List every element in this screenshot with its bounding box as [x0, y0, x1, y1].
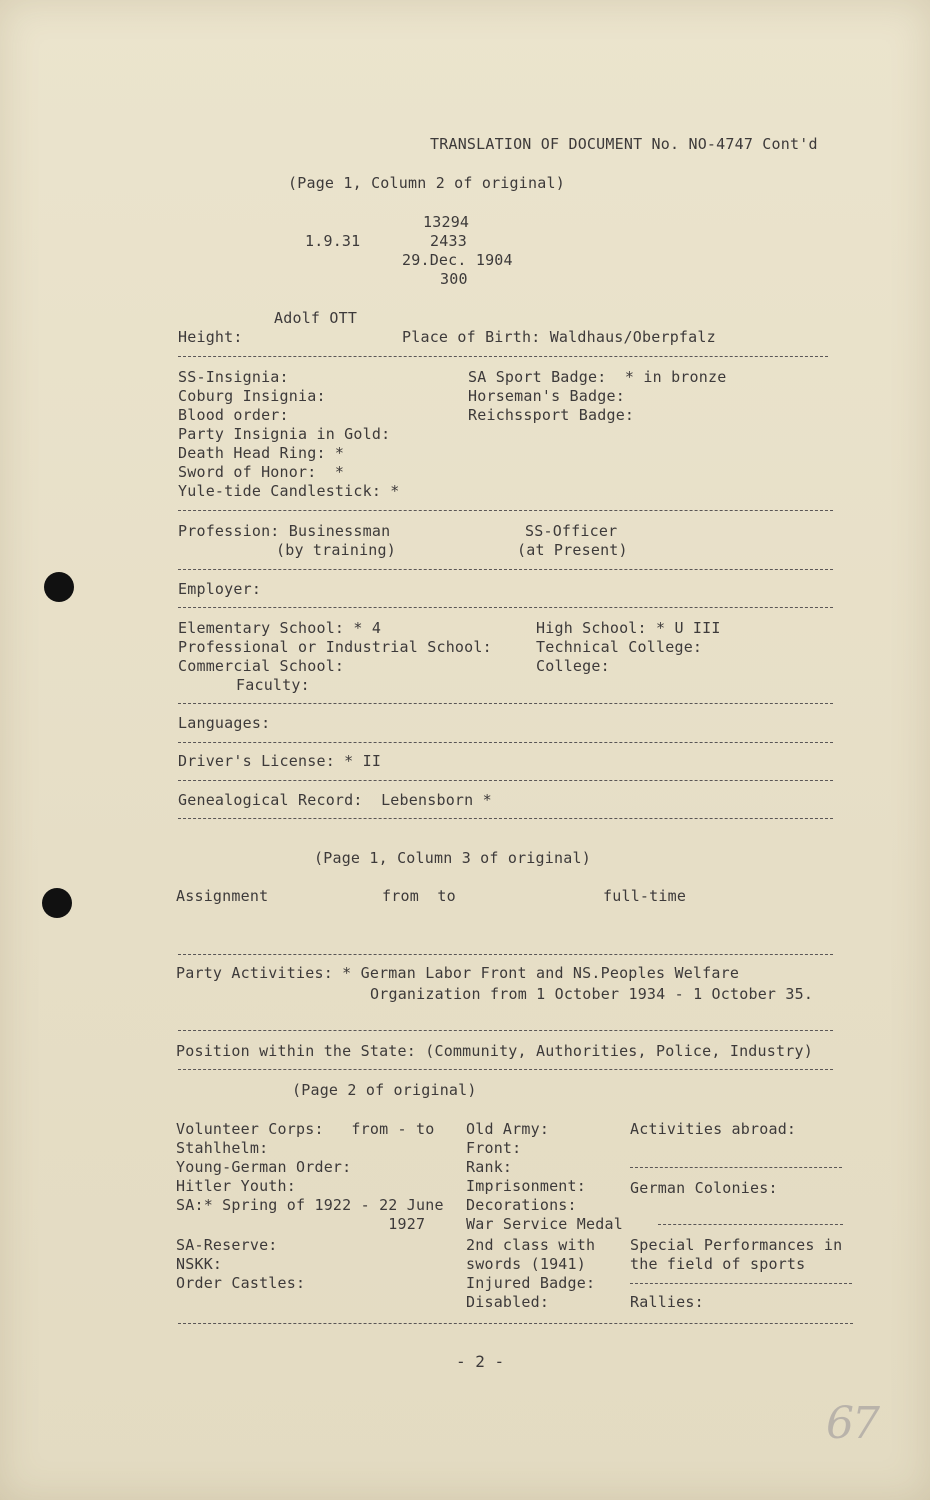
page2-left-1: Volunteer Corps: from - to	[176, 1120, 435, 1138]
party-activities-line1: Party Activities: * German Labor Front and NS.Peoples Welfare	[176, 964, 740, 982]
person-name: Adolf OTT	[274, 309, 358, 327]
school-left-1: Elementary School: * 4	[178, 619, 382, 637]
divider	[630, 1167, 842, 1168]
divider	[178, 1030, 833, 1031]
school-left-3: Commercial School:	[178, 657, 345, 675]
page2-mid-10: Disabled:	[466, 1293, 550, 1311]
page2-right-4: German Colonies:	[630, 1179, 778, 1197]
insignia-left-5: Death Head Ring: *	[178, 444, 345, 462]
position-within-state: Position within the State: (Community, Authorities, Police, Industry)	[176, 1042, 813, 1060]
profession-sub: (by training)	[276, 541, 396, 559]
insignia-right-3: Reichssport Badge:	[468, 406, 635, 424]
page2-left-3: Young-German Order:	[176, 1158, 352, 1176]
divider	[178, 1069, 833, 1070]
number-1: 13294	[423, 213, 470, 231]
school-right-1: High School: * U III	[536, 619, 721, 637]
page2-left-9: Order Castles:	[176, 1274, 306, 1292]
page2-left-6: 1927	[176, 1215, 426, 1233]
page2-right-8: the field of sports	[630, 1255, 806, 1273]
insignia-right-2: Horseman's Badge:	[468, 387, 625, 405]
drivers-license: Driver's License: * II	[178, 752, 382, 770]
insignia-left-7: Yule-tide Candlestick: *	[178, 482, 400, 500]
insignia-left-3: Blood order:	[178, 406, 289, 424]
from-to-label: from to	[382, 887, 456, 905]
page2-right-1: Activities abroad:	[630, 1120, 797, 1138]
page2-caption: (Page 2 of original)	[292, 1081, 477, 1099]
page2-right-7: Special Performances in	[630, 1236, 843, 1254]
page2-left-8: NSKK:	[176, 1255, 223, 1273]
languages-label: Languages:	[178, 714, 271, 732]
date-left: 1.9.31	[305, 232, 361, 250]
insignia-left-6: Sword of Honor: *	[178, 463, 345, 481]
punch-hole-bottom	[42, 888, 72, 918]
page2-mid-1: Old Army:	[466, 1120, 550, 1138]
punch-hole-top	[44, 572, 74, 602]
profession-right-sub: (at Present)	[517, 541, 628, 559]
divider	[178, 607, 833, 608]
faculty-label: Faculty:	[236, 676, 310, 694]
handwritten-page-number: 67	[826, 1398, 878, 1449]
height-label: Height:	[178, 328, 243, 346]
divider	[658, 1224, 843, 1225]
page2-mid-6: War Service Medal	[466, 1215, 623, 1233]
page2-mid-8: swords (1941)	[466, 1255, 586, 1273]
divider	[178, 569, 833, 570]
profession-label: Profession: Businessman	[178, 522, 391, 540]
page2-left-4: Hitler Youth:	[176, 1177, 296, 1195]
number-2: 2433	[430, 232, 467, 250]
number-3: 29.Dec. 1904	[402, 251, 513, 269]
employer-label: Employer:	[178, 580, 262, 598]
insignia-left-1: SS-Insignia:	[178, 368, 289, 386]
divider	[178, 742, 833, 743]
divider	[178, 780, 833, 781]
column3-caption: (Page 1, Column 3 of original)	[314, 849, 591, 867]
fulltime-label: full-time	[603, 887, 687, 905]
divider	[630, 1283, 852, 1284]
page2-mid-7: 2nd class with	[466, 1236, 596, 1254]
divider	[178, 356, 828, 357]
divider	[178, 1323, 853, 1324]
page2-left-5: SA:* Spring of 1922 - 22 June	[176, 1196, 444, 1214]
page2-left-7: SA-Reserve:	[176, 1236, 278, 1254]
profession-right: SS-Officer	[525, 522, 618, 540]
page2-right-10: Rallies:	[630, 1293, 704, 1311]
place-of-birth: Place of Birth: Waldhaus/Oberpfalz	[402, 328, 716, 346]
assignment-label: Assignment	[176, 887, 269, 905]
divider	[178, 510, 833, 511]
column2-caption: (Page 1, Column 2 of original)	[288, 174, 565, 192]
school-left-2: Professional or Industrial School:	[178, 638, 492, 656]
document-title: TRANSLATION OF DOCUMENT No. NO-4747 Cont'd	[430, 135, 818, 153]
school-right-3: College:	[536, 657, 610, 675]
insignia-right-1: SA Sport Badge: * in bronze	[468, 368, 727, 386]
page-number: - 2 -	[456, 1352, 505, 1371]
school-right-2: Technical College:	[536, 638, 703, 656]
page2-mid-3: Rank:	[466, 1158, 513, 1176]
divider	[178, 954, 833, 955]
number-4: 300	[440, 270, 468, 288]
divider	[178, 818, 833, 819]
page2-left-2: Stahlhelm:	[176, 1139, 269, 1157]
page2-mid-2: Front:	[466, 1139, 522, 1157]
party-activities-line2: Organization from 1 October 1934 - 1 October 35.	[370, 985, 814, 1003]
divider	[178, 703, 833, 704]
insignia-left-2: Coburg Insignia:	[178, 387, 326, 405]
page2-mid-9: Injured Badge:	[466, 1274, 596, 1292]
insignia-left-4: Party Insignia in Gold:	[178, 425, 391, 443]
page2-mid-4: Imprisonment:	[466, 1177, 586, 1195]
genealogical-record: Genealogical Record: Lebensborn *	[178, 791, 492, 809]
page2-mid-5: Decorations:	[466, 1196, 577, 1214]
